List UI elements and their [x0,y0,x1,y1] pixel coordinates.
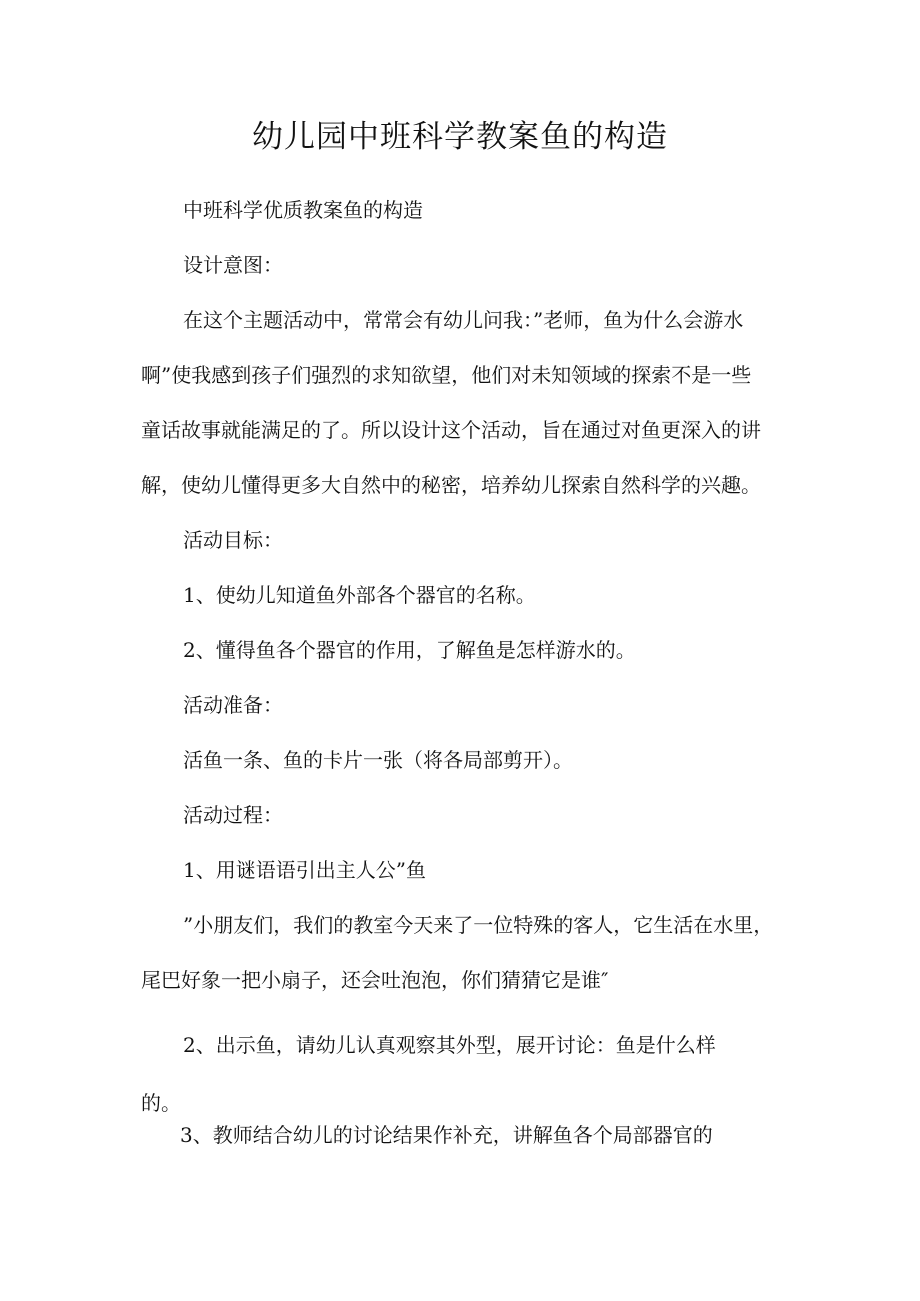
document-title: 幼儿园中班科学教案鱼的构造 [252,119,668,155]
paragraph-line: 活鱼一条、鱼的卡片一张（将各局部剪开）。 [183,748,573,772]
paragraph-line: 在这个主题活动中，常常会有幼儿问我：”老师，鱼为什么会游水 [183,308,744,332]
paragraph-line: 的。 [141,1091,181,1115]
section-heading-design-intent: 设计意图： [183,253,283,277]
list-item: 2、出示鱼，请幼儿认真观察其外型，展开讨论：鱼是什么样 [183,1033,716,1057]
paragraph-line: 尾巴好象一把小扇子，还会吐泡泡，你们猜猜它是谁″ [141,968,609,992]
list-item: 3、教师结合幼儿的讨论结果作补充，讲解鱼各个局部器官的 [180,1123,713,1147]
section-heading-preparation: 活动准备： [183,693,283,717]
paragraph-line: 啊”使我感到孩子们强烈的求知欲望，他们对未知领域的探索不是一些 [141,363,752,387]
paragraph-line: ”小朋友们，我们的教室今天来了一位特殊的客人，它生活在水里， [183,913,774,937]
list-item: 1、用谜语语引出主人公”鱼 [183,858,426,882]
section-heading-goals: 活动目标： [183,528,283,552]
paragraph-line: 童话故事就能满足的了。所以设计这个活动，旨在通过对鱼更深入的讲 [141,418,761,442]
list-item: 1、使幼儿知道鱼外部各个器官的名称。 [183,583,536,607]
paragraph-line: 解，使幼儿懂得更多大自然中的秘密，培养幼儿探索自然科学的兴趣。 [141,473,761,497]
section-heading-process: 活动过程： [183,803,283,827]
list-item: 2、懂得鱼各个器官的作用，了解鱼是怎样游水的。 [183,638,636,662]
subtitle-line: 中班科学优质教案鱼的构造 [183,198,423,222]
